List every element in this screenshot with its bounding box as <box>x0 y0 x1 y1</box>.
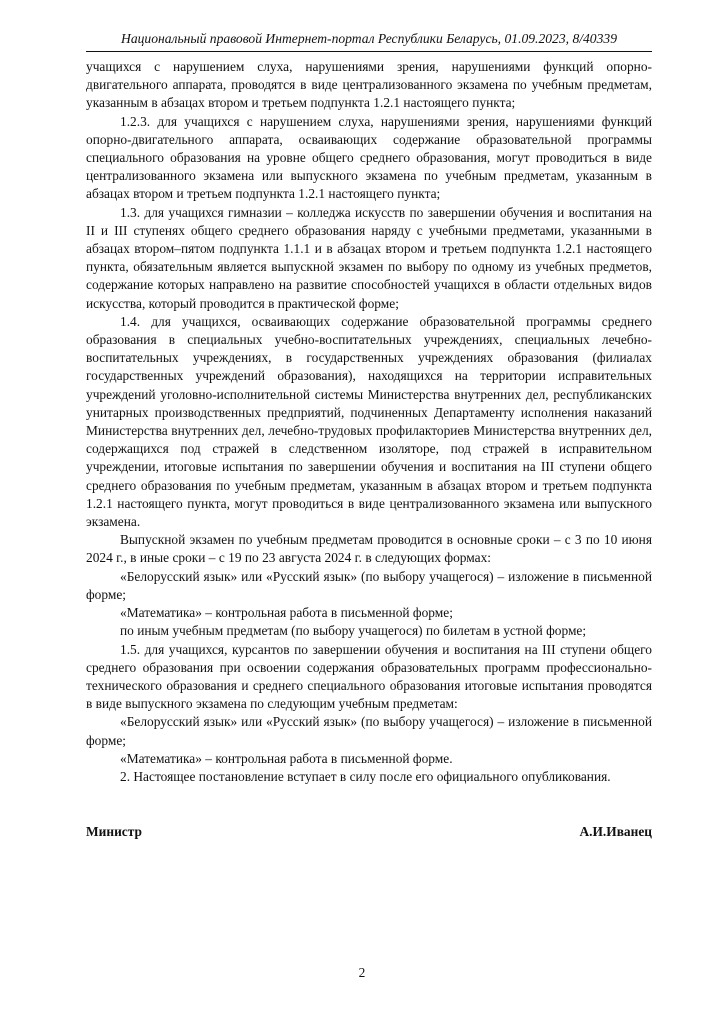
paragraph-1-2-3: 1.2.3. для учащихся с нарушением слуха, нарушениями зрения, нарушениями функций опорно-двигательного аппарата, осваивающих содержание образовательной программы специального образования на уровне общего среднего образования, могут проводиться в виде централизованного экзамена или выпускного экзамена по учебным предметам, указанным в абзацах втором и третьем подпункта 1.2.1 настоящего пункта; <box>86 113 652 202</box>
paragraph-language-exam-2: «Белорусский язык» или «Русский язык» (по выбору учащегося) – изложение в письменной форме; <box>86 714 652 748</box>
paragraph-language-exam: «Белорусский язык» или «Русский язык» (по выбору учащегося) – изложение в письменной форме; <box>86 568 652 602</box>
paragraph-1-5: 1.5. для учащихся, курсантов по завершении обучения и воспитания на III ступени общего среднего образования при освоении содержания образовательных программ профессионально-технического образования и среднего специального образования итоговые испытания проводятся в виде выпускного экзамена по следующим учебным предметам: <box>86 641 652 712</box>
paragraph-effective-date: 2. Настоящее постановление вступает в силу после его официального опубликования. <box>120 768 611 784</box>
paragraph-math-exam: «Математика» – контрольная работа в письменной форме; <box>120 605 453 621</box>
signatory-name: А.И.Иванец <box>579 824 652 839</box>
paragraph-math-exam-2: «Математика» – контрольная работа в письменной форме. <box>120 750 453 766</box>
page-number: 2 <box>358 965 366 980</box>
paragraph-other-subjects: по иным учебным предметам (по выбору учащегося) по билетам в устной форме; <box>120 623 587 639</box>
header-divider <box>86 51 652 52</box>
signatory-title: Министр <box>86 824 142 839</box>
document-body <box>86 58 652 786</box>
paragraph-1-4: 1.4. для учащихся, осваивающих содержание образовательной программы среднего образования в специальных учебно-воспитательных учреждениях, специальных лечебно-воспитательных учреждениях, в государственных учреждениях образования (филиалах государственных учреждений образования), находящихся на территории исправительных учреждений уголовно-исполнительной системы Министерства внутренних дел, республиканских унитарных производственных предприятий, подчиненных Департаменту исполнения наказаний Министерства внутренних дел, лечебно-трудовых профилакториев Министерства внутренних дел, содержащихся под стражей в следственном изоляторе, под стражей в исправительном учреждении, итоговые испытания по завершении обучения и воспитания на III ступени общего среднего образования по учебным предметам, указанным в абзацах втором и третьем подпункта 1.2.1 настоящего пункта, могут проводиться в виде централизованного экзамена или выпускного экзамена. <box>86 313 652 530</box>
paragraph-exam-dates: Выпускной экзамен по учебным предметам проводится в основные сроки – с 3 по 10 июня 2024 г., в иные сроки – с 19 по 23 августа 2024 г. в следующих формах: <box>86 532 652 566</box>
paragraph-1-3: 1.3. для учащихся гимназии – колледжа искусств по завершении обучения и воспитания на II и III ступенях общего среднего образования наряду с учебными предметами, указанными в абзацах втором–пятом подпункта 1.1.1 и в абзацах втором и третьем подпункта 1.2.1 настоящего пункта, обязательным является выпускной экзамен по выбору по одному из учебных предметов, содержание которых направлено на развитие способностей учащихся в области отдельных видов искусства, который проводится в практической форме; <box>86 204 652 311</box>
portal-header: Национальный правовой Интернет-портал Республики Беларусь, 01.09.2023, 8/40339 <box>121 31 617 46</box>
paragraph-continuation: учащихся с нарушением слуха, нарушениями зрения, нарушениями функций опорно-двигательного аппарата, проводятся в виде централизованного экзамена по учебным предметам, указанным в абзацах втором и третьем подпункта 1.2.1 настоящего пункта; <box>86 59 652 111</box>
signature-block <box>86 823 652 841</box>
